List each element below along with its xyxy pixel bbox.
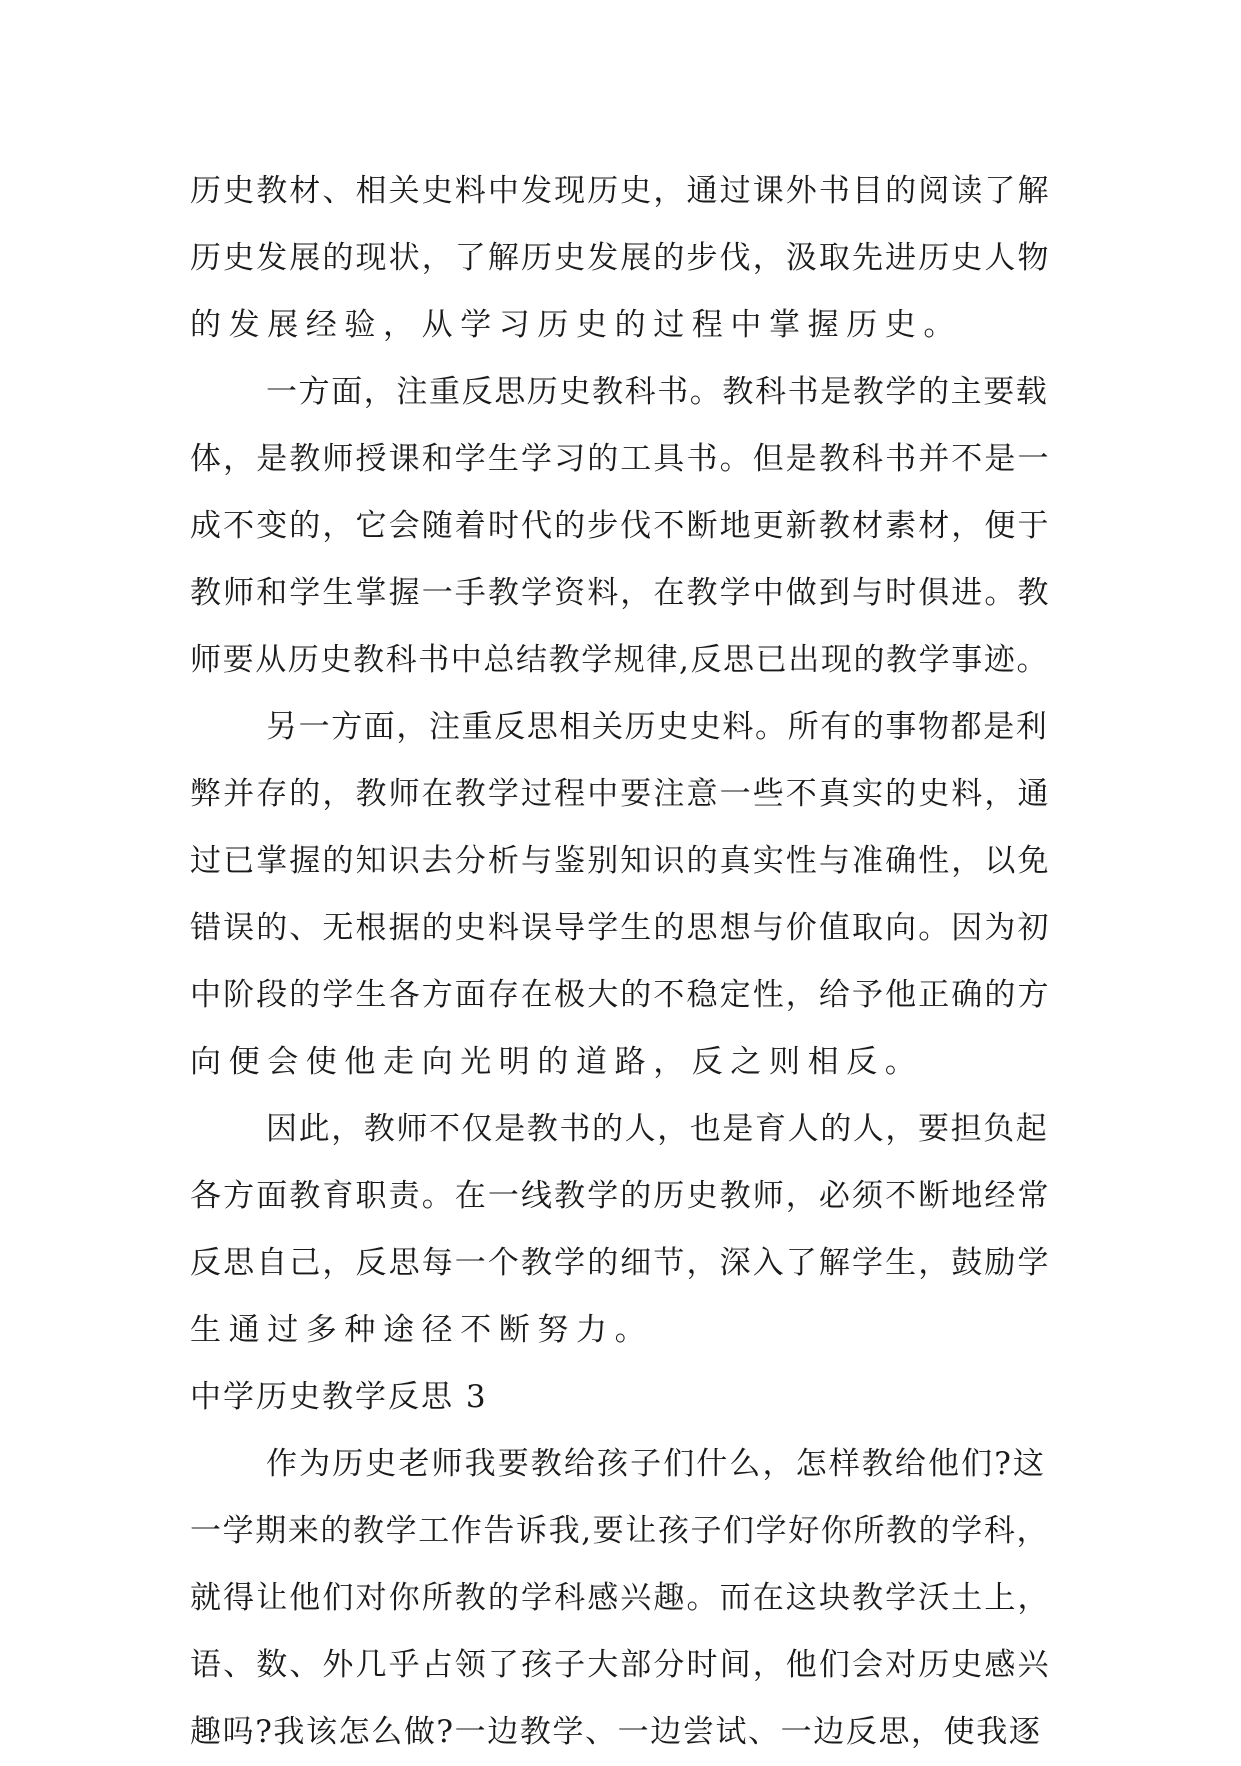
text-line: 向便会使他走向光明的道路，反之则相反。 xyxy=(190,1044,924,1080)
paragraph-continuation xyxy=(190,158,1050,359)
text-line: 因此，教师不仅是教书的人，也是育人的人，要担负起 xyxy=(266,1111,1049,1147)
text-line: 中阶段的学生各方面存在极大的不稳定性，给予他正确的方 xyxy=(190,977,1051,1013)
text-line: 错误的、无根据的史料误导学生的思想与价值取向。因为初 xyxy=(190,910,1051,946)
text-line: 趣吗?我该怎么做?一边教学、一边尝试、一边反思，使我逐 xyxy=(190,1714,1042,1750)
text-line: 体，是教师授课和学生学习的工具书。但是教科书并不是一 xyxy=(190,441,1051,477)
paragraph-textbook-reflection xyxy=(190,359,1050,694)
text-line: 另一方面，注重反思相关历史史料。所有的事物都是利 xyxy=(266,709,1049,745)
text-line: 过已掌握的知识去分析与鉴别知识的真实性与准确性，以免 xyxy=(190,843,1051,879)
text-line: 就得让他们对你所教的学科感兴趣。而在这块教学沃土上， xyxy=(190,1580,1051,1616)
text-line: 师要从历史教科书中总结教学规律,反思已出现的教学事迹。 xyxy=(190,642,1050,678)
paragraph-conclusion xyxy=(190,1096,1050,1364)
text-line: 历史发展的现状，了解历史发展的步伐，汲取先进历史人物 xyxy=(190,240,1051,276)
text-line: 一学期来的教学工作告诉我,要让孩子们学好你所教的学科， xyxy=(190,1513,1050,1549)
text-line: 作为历史老师我要教给孩子们什么，怎样教给他们?这 xyxy=(266,1446,1047,1482)
paragraph-source-reflection xyxy=(190,694,1050,1096)
paragraph-section3-intro xyxy=(190,1431,1050,1766)
text-line: 的发展经验，从学习历史的过程中掌握历史。 xyxy=(190,307,962,343)
text-line: 语、数、外几乎占领了孩子大部分时间，他们会对历史感兴 xyxy=(190,1647,1051,1683)
text-line: 各方面教育职责。在一线教学的历史教师，必须不断地经常 xyxy=(190,1178,1051,1214)
text-line: 教师和学生掌握一手教学资料，在教学中做到与时俱进。教 xyxy=(190,575,1051,611)
text-line: 一方面，注重反思历史教科书。教科书是教学的主要载 xyxy=(266,374,1049,410)
text-line: 反思自己，反思每一个教学的细节，深入了解学生，鼓励学 xyxy=(190,1245,1051,1281)
text-line: 生通过多种途径不断努力。 xyxy=(190,1312,654,1348)
text-line: 弊并存的，教师在教学过程中要注意一些不真实的史料，通 xyxy=(190,776,1051,812)
text-line: 成不变的，它会随着时代的步伐不断地更新教材素材，便于 xyxy=(190,508,1051,544)
text-line: 历史教材、相关史料中发现历史，通过课外书目的阅读了解 xyxy=(190,173,1051,209)
document-body xyxy=(190,158,1050,1766)
section-heading: 中学历史教学反思 3 xyxy=(190,1379,488,1415)
